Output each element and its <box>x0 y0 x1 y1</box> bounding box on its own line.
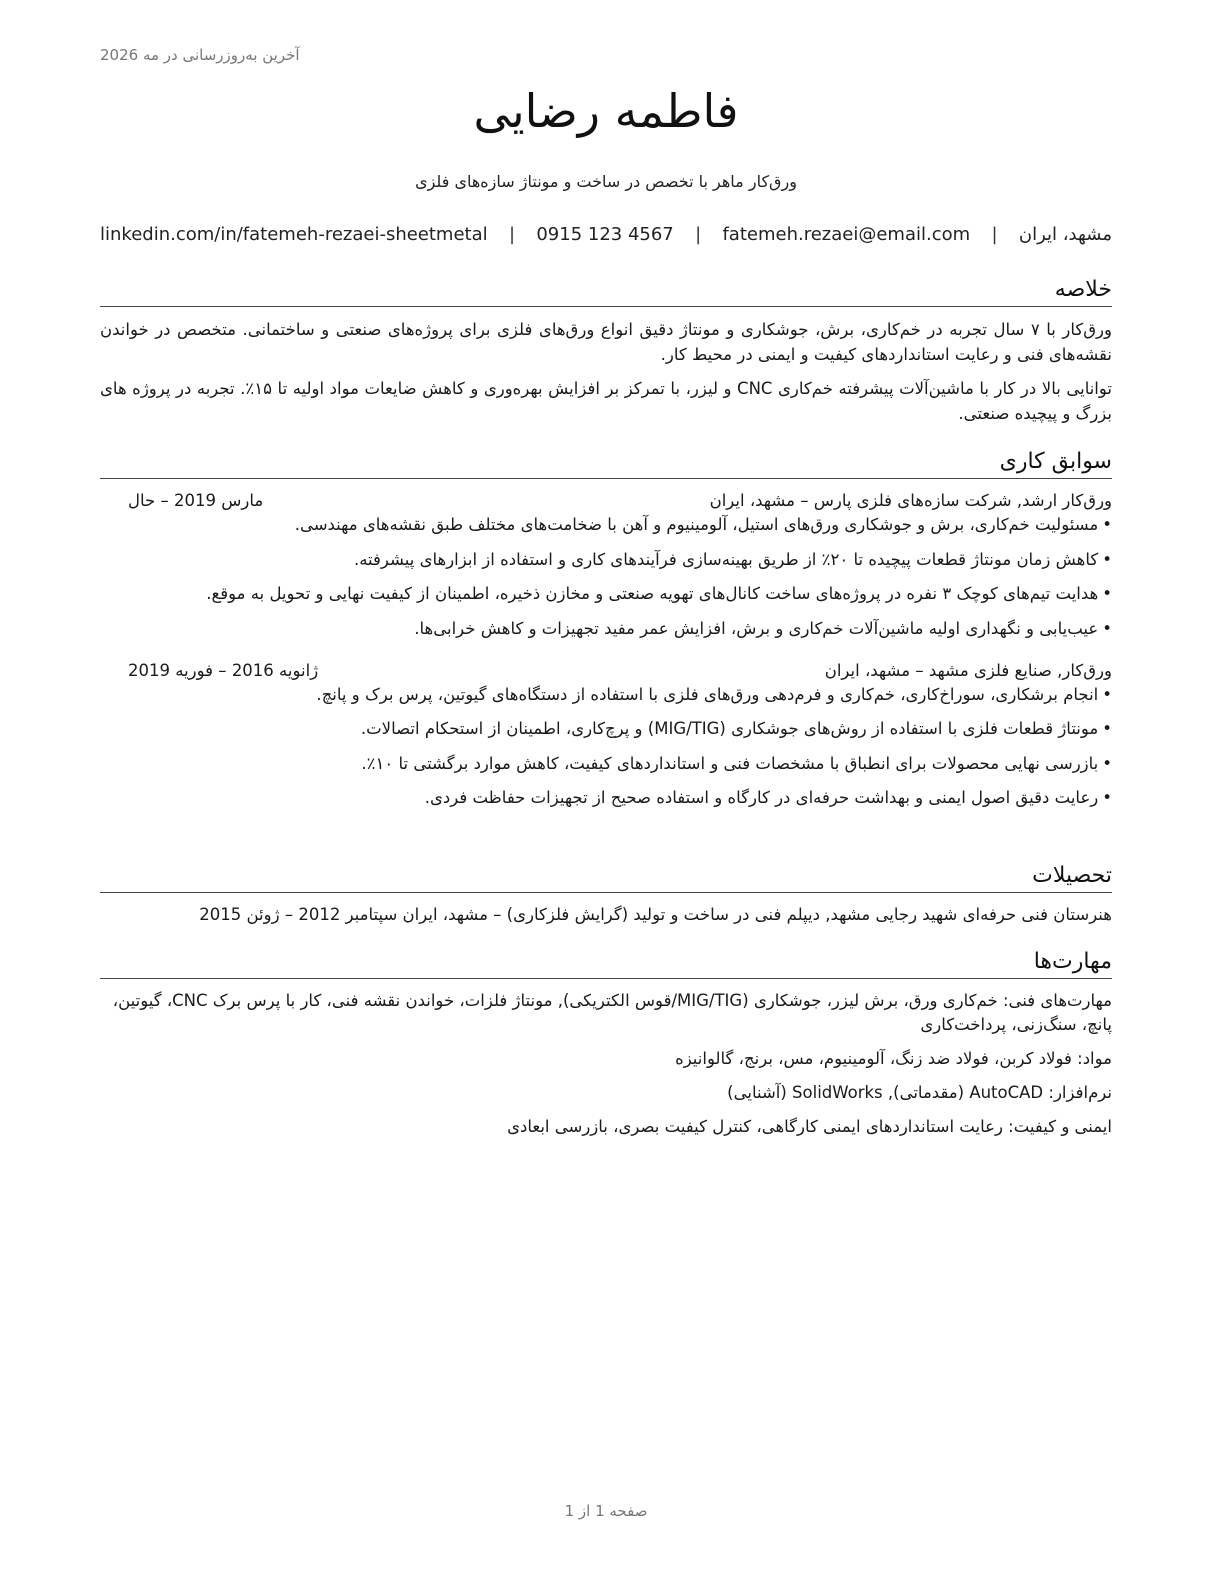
job-bullet-text: عیب‌یابی و نگهداری اولیه ماشین‌آلات خم‌کاری و برش، افزایش عمر مفید تجهیزات و کاهش خرابی‌ها. <box>414 618 1099 638</box>
candidate-headline: ورق‌کار ماهر با تخصص در ساخت و مونتاژ سازه‌های فلزی <box>415 172 797 191</box>
contact-separator: | <box>508 224 516 245</box>
job-dates: ژانویه 2016 – فوریه 2019 <box>128 660 319 680</box>
bullet-dot-icon: • <box>1102 788 1112 807</box>
skill-line: مهارت‌های فنی: خم‌کاری ورق، برش لیزر، جوشکاری (MIG/TIG/قوس الکتریکی), مونتاژ فلزات، خواندن نقشه فنی، کار با پرس برک CNC، گیوتین، پانچ، سنگ‌زنی، پرداخت‌کاری <box>112 991 1112 1034</box>
bullet-dot-icon: • <box>1102 684 1112 704</box>
job-bullet-text: مسئولیت خم‌کاری، برش و جوشکاری ورق‌های استیل، آلومینیوم و آهن با ضخامت‌های مختلف طبق نقشه‌های مهندسی. <box>294 515 1099 534</box>
job-bullet-text: انجام برشکاری، سوراخ‌کاری، خم‌کاری و فرم‌دهی ورق‌های فلزی با استفاده از دستگاه‌های گیوتین، پرس برک و پانچ. <box>316 684 1099 704</box>
job-header <box>100 659 1112 683</box>
summary-paragraph: ورق‌کار با ۷ سال تجربه در خم‌کاری، برش، جوشکاری و مونتاژ دقیق انواع ورق‌های فلزی برای پروژه‌های صنعتی و ساختمانی. متخصص در خواندن نقشه‌های فنی و رعایت استانداردهای کیفیت و ایمنی در محیط کار. <box>100 320 1112 364</box>
last-updated-note: آخرین به‌روزرسانی در مه 2026 <box>100 46 300 64</box>
section-title-experience: سوابق کاری <box>100 448 1112 479</box>
contact-separator: | <box>991 224 998 245</box>
job-dates: مارس 2019 – حال <box>128 491 264 510</box>
summary-section <box>100 276 1112 435</box>
job-entry <box>100 659 1112 811</box>
job-bullet <box>100 786 1112 810</box>
job-bullet <box>100 513 1112 537</box>
skills-section <box>100 948 1112 1149</box>
summary-paragraph: توانایی بالا در کار با ماشین‌آلات پیشرفته خم‌کاری CNC و لیزر، با تمرکز بر افزایش بهره‌وری و کاهش ضایعات مواد اولیه تا ۱۵٪. تجربه در پروژه های بزرگ و پیچیده صنعتی. <box>100 379 1113 423</box>
skill-line: نرم‌افزار: AutoCAD (مقدماتی), SolidWorks (آشنایی) <box>727 1083 1112 1102</box>
education-entry: هنرستان فنی حرفه‌ای شهید رجایی مشهد, دیپلم فنی در ساخت و تولید (گرایش فلزکاری) – مشهد، ایران سپتامبر 2012 – ژوئن 2015 <box>199 905 1112 924</box>
contact-linkedin[interactable]: linkedin.com/in/fatemeh-rezaei-sheetmetal <box>100 224 488 245</box>
bullet-dot-icon: • <box>1102 515 1112 534</box>
bullet-dot-icon: • <box>1102 719 1112 738</box>
job-entry <box>100 489 1112 641</box>
section-title-education: تحصیلات <box>100 862 1112 893</box>
education-section <box>100 862 1112 927</box>
job-title-company: ورق‌کار ارشد, شرکت سازه‌های فلزی پارس – مشهد، ایران <box>709 491 1112 510</box>
contact-email[interactable]: fatemeh.rezaei@email.com <box>722 224 971 245</box>
contact-location: مشهد، ایران <box>1018 224 1112 245</box>
candidate-name: فاطمه رضایی <box>473 84 739 138</box>
bullet-dot-icon: • <box>1102 549 1112 569</box>
job-bullet-text: رعایت دقیق اصول ایمنی و بهداشت حرفه‌ای در کارگاه و استفاده صحیح از تجهیزات حفاظت فردی. <box>424 788 1099 807</box>
job-bullet-text: هدایت تیم‌های کوچک ۳ نفره در پروژه‌های ساخت کانال‌های تهویه صنعتی و مخازن ذخیره، اطمینان از کیفیت نهایی و تحویل به موقع. <box>206 584 1099 603</box>
job-header <box>100 489 1112 513</box>
skill-line: مواد: فولاد کربن، فولاد ضد زنگ، آلومینیوم، مس، برنج، گالوانیزه <box>675 1049 1112 1068</box>
job-bullet <box>100 717 1112 741</box>
job-bullet-text: بازرسی نهایی محصولات برای انطباق با مشخصات فنی و استانداردهای کیفیت، کاهش موارد برگشتی تا ۱۰٪. <box>361 753 1099 773</box>
job-bullet <box>100 683 1112 707</box>
bullet-dot-icon: • <box>1102 584 1112 603</box>
job-bullet-text: مونتاژ قطعات فلزی با استفاده از روش‌های جوشکاری (MIG/TIG) و پرچ‌کاری، اطمینان از استحکام اتصالات. <box>360 719 1099 738</box>
contact-bar <box>100 224 1112 245</box>
section-title-summary: خلاصه <box>100 276 1112 307</box>
bullet-dot-icon: • <box>1102 618 1112 638</box>
job-bullet <box>100 582 1112 606</box>
job-bullets <box>100 683 1112 811</box>
contact-phone[interactable]: 0915 123 4567 <box>536 224 674 245</box>
job-bullet-text: کاهش زمان مونتاژ قطعات پیچیده تا ۲۰٪ از طریق بهینه‌سازی فرآیندهای کاری و استفاده از ابزارهای پیشرفته. <box>353 549 1099 569</box>
experience-section <box>100 448 1112 821</box>
bullet-dot-icon: • <box>1102 753 1112 773</box>
contact-separator: | <box>695 224 702 245</box>
job-bullet <box>100 617 1112 641</box>
page-number: صفحه 1 از 1 <box>564 1502 648 1520</box>
resume-page <box>100 0 1112 1584</box>
skill-line: ایمنی و کیفیت: رعایت استانداردهای ایمنی کارگاهی، کنترل کیفیت بصری، بازرسی ابعادی <box>507 1117 1112 1136</box>
job-bullet <box>100 752 1112 776</box>
job-bullet <box>100 548 1112 572</box>
job-bullets <box>100 513 1112 641</box>
section-title-skills: مهارت‌ها <box>100 948 1112 979</box>
job-title-company: ورق‌کار, صنایع فلزی مشهد – مشهد، ایران <box>824 660 1112 680</box>
